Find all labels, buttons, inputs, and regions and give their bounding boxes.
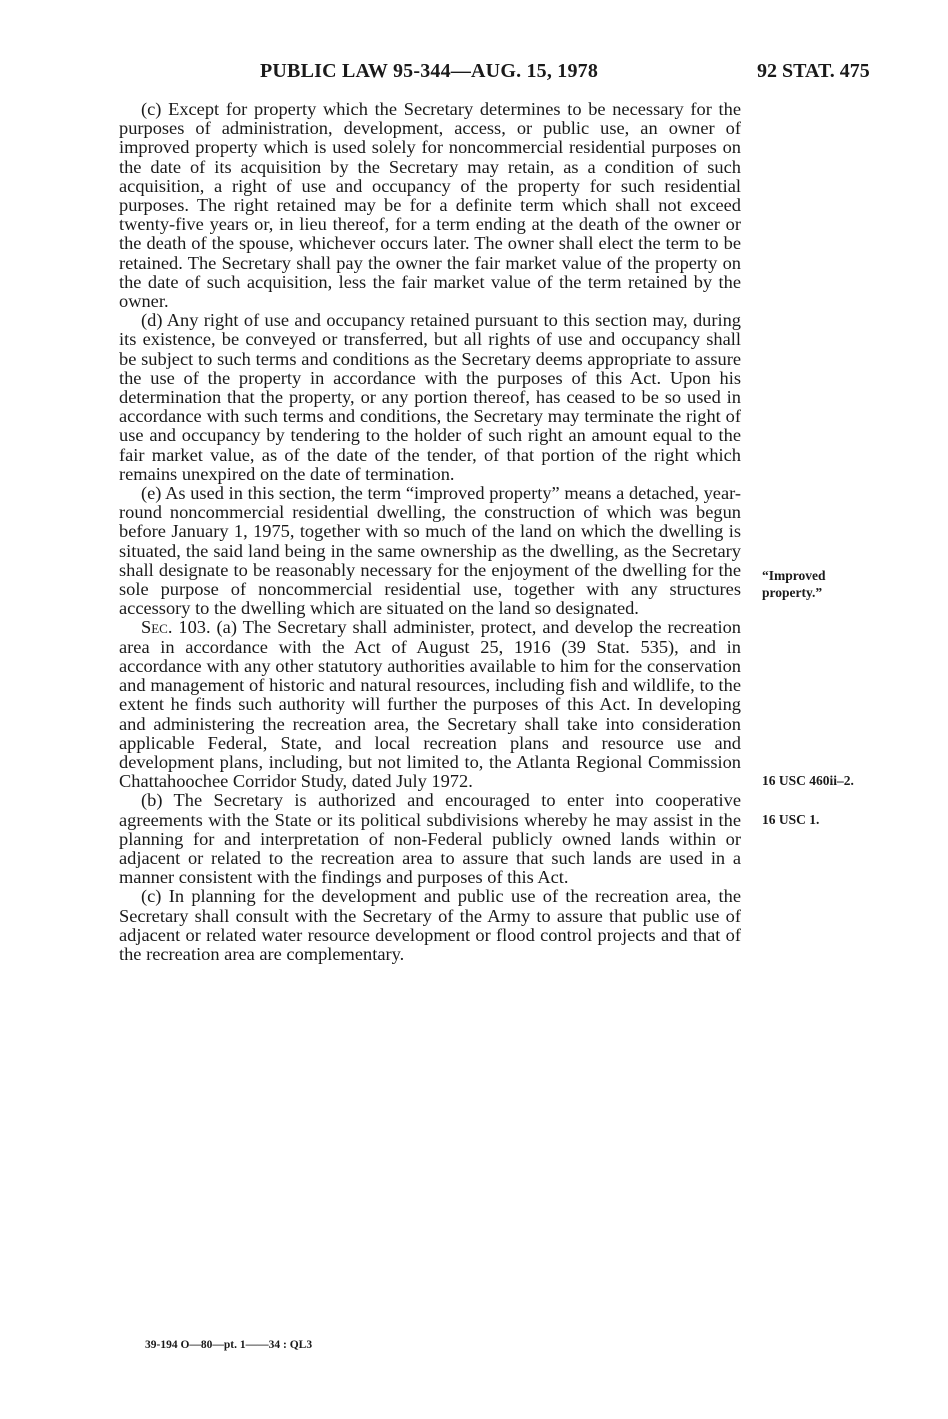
section-103-a-text: 103. (a) The Secretary shall administer, protect, and develop the recreation area in accordance with the Act of August 25, 1916 (39 Stat. 535), and in accordance with any other statutory authorities available to him for the conservation and management of historic and natural resources, including fish and wildlife, to the extent he finds such authority will further the purposes of this Act. In developing and administering the recreation area, the Secretary shall take into consideration applicable Federal, State, and local recreation plans and resource use and development plans, including, but not limited to, the Atlanta Regional Commission Chattahoochee Corridor Study, dated July 1972.: [119, 617, 741, 792]
margin-note-16-usc-460ii-2: 16 USC 460ii–2.: [762, 773, 854, 788]
section-label: Sec.: [141, 617, 173, 638]
body-text: [119, 100, 741, 964]
section-103-c: (c) In planning for the development and public use of the recreation area, the Secretary shall consult with the Secretary of the Army to assure that public use of adjacent or related water resource development or flood control projects and that of the recreation area are complementary.: [119, 886, 741, 964]
print-footer: 39-194 O—80—pt. 1——34 : QL3: [145, 1339, 313, 1351]
margin-note-improved-property: “Improved property.”: [762, 568, 826, 600]
paragraph-d-use-occupancy: (d) Any right of use and occupancy retained pursuant to this section may, during its existence, be conveyed or transferred, but all rights of use and occupancy shall be subject to such terms and conditions as the Secretary deems appropriate to assure the use of the property in accordance with the purposes of this Act. Upon his determination that the property, or any portion thereof, has ceased to be so used in accordance with such terms and conditions, the Secretary may terminate the right of use and occupancy by tendering to the holder of such right an amount equal to the fair market value, as of the date of the tender, of that portion of the right which remains unexpired on the date of termination.: [119, 310, 741, 484]
page-header-title: PUBLIC LAW 95-344—AUG. 15, 1978: [260, 60, 599, 82]
margin-note-16-usc-1: 16 USC 1.: [762, 812, 820, 827]
section-103-b: (b) The Secretary is authorized and encouraged to enter into cooperative agreements with the State or its political subdivisions whereby he may assist in the planning for and interpretation of non-Federal publicly owned lands within or adjacent or related to the recreation area to assure that such lands are used in a manner consistent with the findings and purposes of this Act.: [119, 790, 741, 888]
section-103-a: [119, 618, 741, 791]
paragraph-c-retained-rights: (c) Except for property which the Secretary determines to be necessary for the purposes of administration, development, access, or public use, an owner of improved property which is used solely for noncommercial residential purposes on the date of its acquisition by the Secretary may retain, as a condition of such acquisition, a right of use and occupancy of the property for such residential purposes. The right retained may be for a definite term which shall not exceed twenty-five years or, in lieu thereof, for a term ending at the death of the owner or the death of the spouse, whichever occurs later. The owner shall elect the term to be retained. The Secretary shall pay the owner the fair market value of the property on the date of such acquisition, less the fair market value of the term retained by the owner.: [119, 99, 741, 312]
paragraph-e-improved-property: (e) As used in this section, the term “improved property” means a detached, year-round noncommercial residential dwelling, the construction of which was begun before January 1, 1975, together with so much of the land on which the dwelling is situated, the said land being in the same ownership as the dwelling, as the Secretary shall designate to be reasonably necessary for the enjoyment of the dwelling for the sole purpose of noncommercial residential use, together with any structures accessory to the dwelling which are situated on the land so designated.: [119, 483, 741, 619]
statute-page-number: 92 STAT. 475: [757, 60, 870, 82]
